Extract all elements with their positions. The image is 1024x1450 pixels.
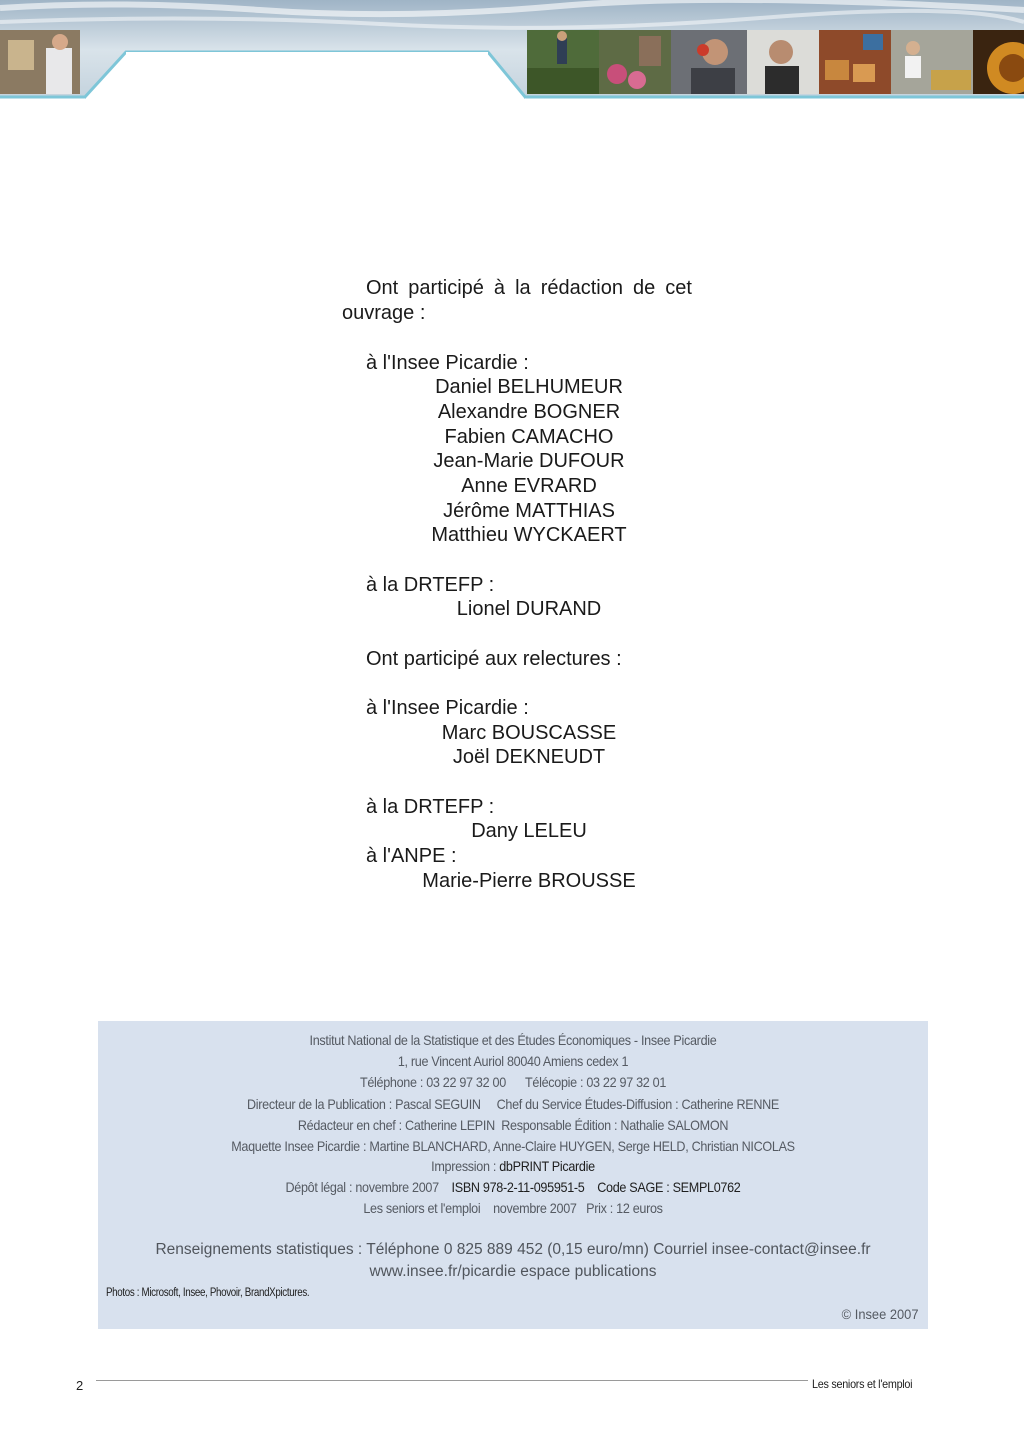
running-title: Les seniors et l'emploi [812,1377,913,1391]
man-portrait-photo [747,30,819,94]
review-drtefp-heading: à la DRTEFP : [366,796,495,818]
institute-name: Institut National de la Statistique et des Études Économiques - Insee Picardie [309,1032,717,1048]
printer-name: dbPRINT Picardie [499,1158,595,1174]
flower-worker-photo [599,30,671,94]
institute-address: 1, rue Vincent Auriol 80040 Amiens cedex 1 [397,1053,629,1069]
publication-details [140,1200,887,1216]
author-name: Matthieu WYCKAERT [431,524,627,546]
reviewer-name: Joël DEKNEUDT [452,746,606,768]
credits-intro-line-2: ouvrage : [342,302,426,324]
fax-number: Télécopie : 03 22 97 32 01 [525,1074,667,1090]
intro-word: participé [408,277,484,299]
intro-word: Ont [366,277,399,299]
author-name: Lionel DURAND [456,598,602,620]
editor-in-chief: Rédacteur en chef : Catherine LEPIN [297,1117,495,1133]
publication-management [140,1096,887,1112]
contact-numbers [140,1074,887,1090]
intro-word: rédaction [540,277,623,299]
page-number: 2 [76,1378,84,1393]
intro-word: à [493,277,506,299]
studies-head: Chef du Service Études-Diffusion : Catherine RENNE [496,1096,779,1112]
footer-rule [96,1380,808,1381]
author-name: Alexandre BOGNER [437,401,621,423]
phone-number: Téléphone : 03 22 97 32 00 [359,1074,506,1090]
printing-label: Impression : [431,1158,497,1174]
price: Prix : 12 euros [586,1200,663,1216]
author-name: Daniel BELHUMEUR [435,376,623,398]
layout-team: Maquette Insee Picardie : Martine BLANCHARD, Anne-Claire HUYGEN, Serge HELD, Christian NICOLAS [231,1138,795,1154]
intro-word: de [633,277,656,299]
intro-word: cet [665,277,692,299]
drtefp-heading: à la DRTEFP : [366,574,495,596]
author-name: Fabien CAMACHO [444,426,614,448]
kitchen-workers-photo [891,30,973,94]
intro-word: la [515,277,531,299]
isbn: ISBN 978-2-11-095951-5 [451,1179,585,1195]
publication-date: novembre 2007 [493,1200,577,1216]
warehouse-boxes-photo [819,30,891,94]
director: Directeur de la Publication : Pascal SEGUIN [247,1096,481,1112]
insee-heading: à l'Insee Picardie : [366,352,529,374]
legal-deposit: Dépôt légal : novembre 2007 [285,1179,439,1195]
photos-credit: Photos : Microsoft, Insee, Phovoir, BrandXpictures. [106,1287,310,1299]
editorial-team [140,1117,887,1133]
website-line: www.insee.fr/picardie espace publications [369,1263,657,1280]
worker-with-ear-protection-photo [671,30,747,94]
contact-line: Renseignements statistiques : Téléphone 0 825 889 452 (0,15 euro/mn) Courriel insee-contact@insee.fr [155,1241,871,1258]
author-name: Jérôme MATTHIAS [443,500,615,522]
sage-code: Code SAGE : SEMPL0762 [597,1179,741,1195]
laboratory-worker-photo [0,30,80,94]
review-intro: Ont participé aux relectures : [366,648,622,670]
reviewer-name: Marie-Pierre BROUSSE [422,870,636,892]
reviewer-name: Marc BOUSCASSE [441,722,617,744]
review-insee-heading: à l'Insee Picardie : [366,697,529,719]
legal-info [140,1179,887,1195]
publication-title: Les seniors et l'emploi [363,1200,481,1216]
globe-logo-photo [973,30,1024,94]
credits-intro-line-1 [366,276,692,301]
review-anpe-heading: à l'ANPE : [366,845,457,867]
printing-info [140,1158,887,1174]
author-name: Jean-Marie DUFOUR [433,450,625,472]
copyright: © Insee 2007 [841,1306,918,1322]
header-banner [0,0,1024,100]
edition-head: Responsable Édition : Nathalie SALOMON [501,1117,729,1133]
reviewer-name: Dany LELEU [471,820,587,842]
publication-info-box [98,1021,928,1329]
field-workers-photo [527,30,599,94]
author-name: Anne EVRARD [461,475,597,497]
